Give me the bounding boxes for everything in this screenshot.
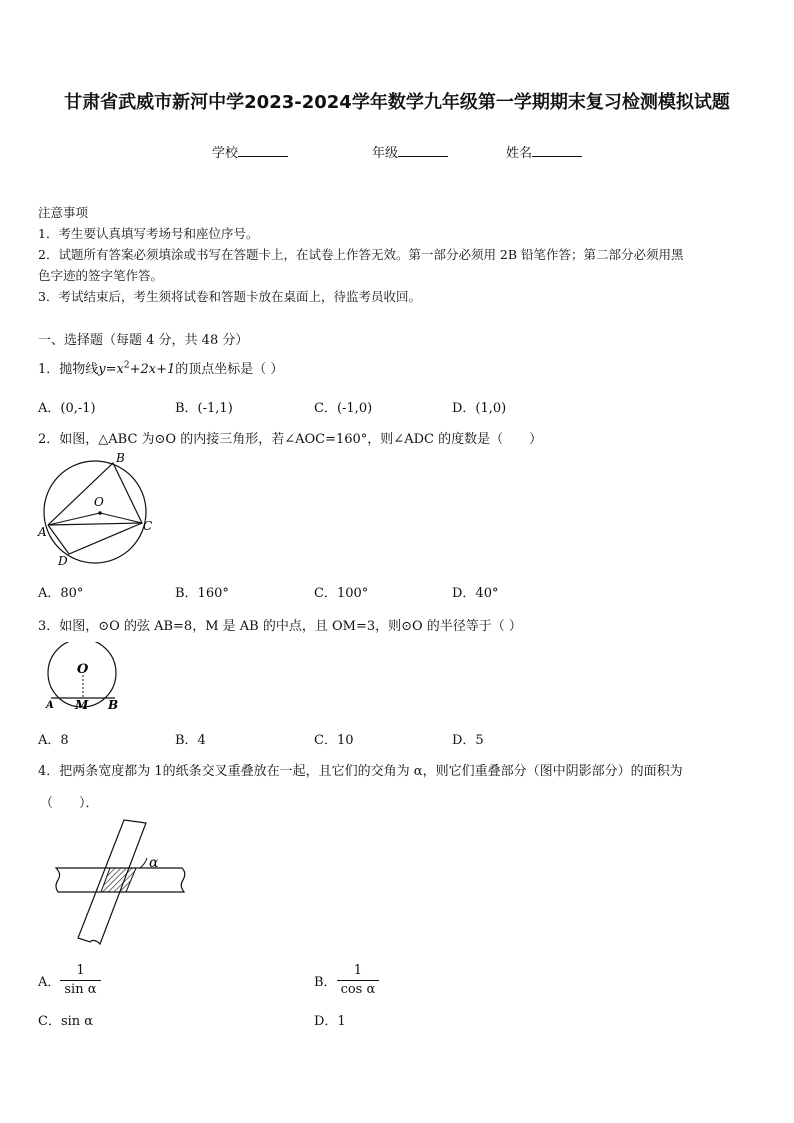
question-4: 4．把两条宽度都为 1的纸条交叉重叠放在一起，且它们的交角为 α，则它们重叠部分（图中阴影部分）的面积为 bbox=[38, 764, 683, 779]
q4-paren: （ ）． bbox=[40, 796, 99, 811]
q4-figure bbox=[46, 818, 191, 948]
question-2: 2．如图，△ABC 为⊙O 的内接三角形，若∠AOC=160°，则∠ADC 的度数是（ ） bbox=[38, 432, 543, 447]
q1-y: y bbox=[98, 362, 106, 377]
q4-option-a[interactable] bbox=[38, 962, 101, 999]
grade-blank[interactable] bbox=[398, 144, 448, 157]
section-heading: 一、选择题（每题 4 分，共 48 分） bbox=[38, 333, 249, 348]
q4-option-d[interactable]: D．1 bbox=[314, 1014, 346, 1029]
q2-option-c[interactable]: C．100° bbox=[314, 586, 369, 601]
q2-label-b: B bbox=[116, 451, 125, 465]
q4-label-alpha: α bbox=[149, 855, 159, 871]
q4-option-b-den: cos α bbox=[340, 982, 376, 997]
q3-figure bbox=[40, 642, 130, 714]
q3-label-m: M bbox=[75, 698, 89, 712]
q3-label-b: B bbox=[108, 698, 119, 712]
q4-option-a-prefix: A． bbox=[38, 975, 61, 990]
q3-option-c[interactable]: C．10 bbox=[314, 733, 354, 748]
q1-option-a[interactable]: A．(0,-1) bbox=[38, 401, 96, 416]
q1-exp: 2 bbox=[123, 360, 130, 371]
q4-option-a-frac bbox=[60, 962, 100, 999]
school-label: 学校 bbox=[212, 146, 239, 161]
notice-item-2-cont: 色字迹的签字笔作答。 bbox=[38, 268, 164, 283]
q2-label-d: D bbox=[58, 554, 68, 568]
exam-title: 甘肃省武威市新河中学2023-2024学年数学九年级第一学期期末复习检测模拟试题 bbox=[64, 92, 730, 113]
q1-option-c[interactable]: C．(-1,0) bbox=[314, 401, 373, 416]
q1-option-b[interactable]: B．(-1,1) bbox=[175, 401, 233, 416]
school-field[interactable] bbox=[212, 142, 288, 161]
q2-label-c: C bbox=[143, 519, 153, 533]
question-1 bbox=[38, 358, 283, 377]
notice-item-3: 3．考试结束后，考生须将试卷和答题卡放在桌面上，待监考员收回。 bbox=[38, 289, 421, 304]
q4-option-b[interactable] bbox=[314, 962, 379, 999]
q2-oa bbox=[48, 513, 100, 525]
grade-label: 年级 bbox=[372, 146, 399, 161]
q1-rest: +2x+1 bbox=[129, 362, 176, 377]
q2-circle bbox=[44, 461, 146, 563]
q3-label-o: O bbox=[77, 662, 89, 677]
q2-option-a[interactable]: A．80° bbox=[38, 586, 84, 601]
q3-label-a: A bbox=[46, 700, 54, 711]
q4-option-b-frac bbox=[337, 962, 380, 999]
q3-option-a[interactable]: A．8 bbox=[38, 733, 69, 748]
q1-eq: = bbox=[105, 362, 117, 377]
q2-figure bbox=[34, 450, 164, 572]
question-3: 3．如图，⊙O 的弦 AB=8，M 是 AB 的中点，且 OM=3，则⊙O 的半径等于（ ） bbox=[38, 619, 522, 634]
q1-suffix: 的顶点坐标是（ ） bbox=[175, 362, 284, 377]
q3-option-b[interactable]: B．4 bbox=[175, 733, 206, 748]
q1-option-d[interactable]: D．(1,0) bbox=[452, 401, 507, 416]
q2-option-b[interactable]: B．160° bbox=[175, 586, 229, 601]
q3-option-d[interactable]: D．5 bbox=[452, 733, 484, 748]
notice-item-1: 1．考生要认真填写考场号和座位序号。 bbox=[38, 226, 259, 241]
q2-label-o: O bbox=[94, 495, 104, 509]
notice-heading: 注意事项 bbox=[38, 205, 89, 220]
q4-option-b-num: 1 bbox=[337, 962, 380, 981]
q4-angle-arc bbox=[140, 858, 147, 868]
name-label: 姓名 bbox=[506, 146, 533, 161]
q4-option-b-prefix: B． bbox=[314, 975, 337, 990]
q2-adc bbox=[48, 523, 142, 554]
name-field[interactable] bbox=[506, 142, 582, 161]
q4-option-c[interactable]: C．sin α bbox=[38, 1014, 94, 1029]
q4-option-a-den: sin α bbox=[64, 982, 97, 997]
q2-oc bbox=[100, 513, 142, 523]
name-blank[interactable] bbox=[532, 144, 582, 157]
grade-field[interactable] bbox=[372, 142, 448, 161]
q2-label-a: A bbox=[38, 525, 47, 539]
q4-option-a-num: 1 bbox=[60, 962, 100, 981]
q2-center-dot bbox=[98, 511, 102, 515]
q1-prefix: 1．抛物线 bbox=[38, 362, 99, 377]
q2-option-d[interactable]: D．40° bbox=[452, 586, 499, 601]
school-blank[interactable] bbox=[238, 144, 288, 157]
q1-x: x bbox=[116, 362, 124, 377]
notice-item-2: 2．试题所有答案必须填涂或书写在答题卡上，在试卷上作答无效。第一部分必须用 2B 铅笔作答；第二部分必须用黑 bbox=[38, 247, 684, 262]
